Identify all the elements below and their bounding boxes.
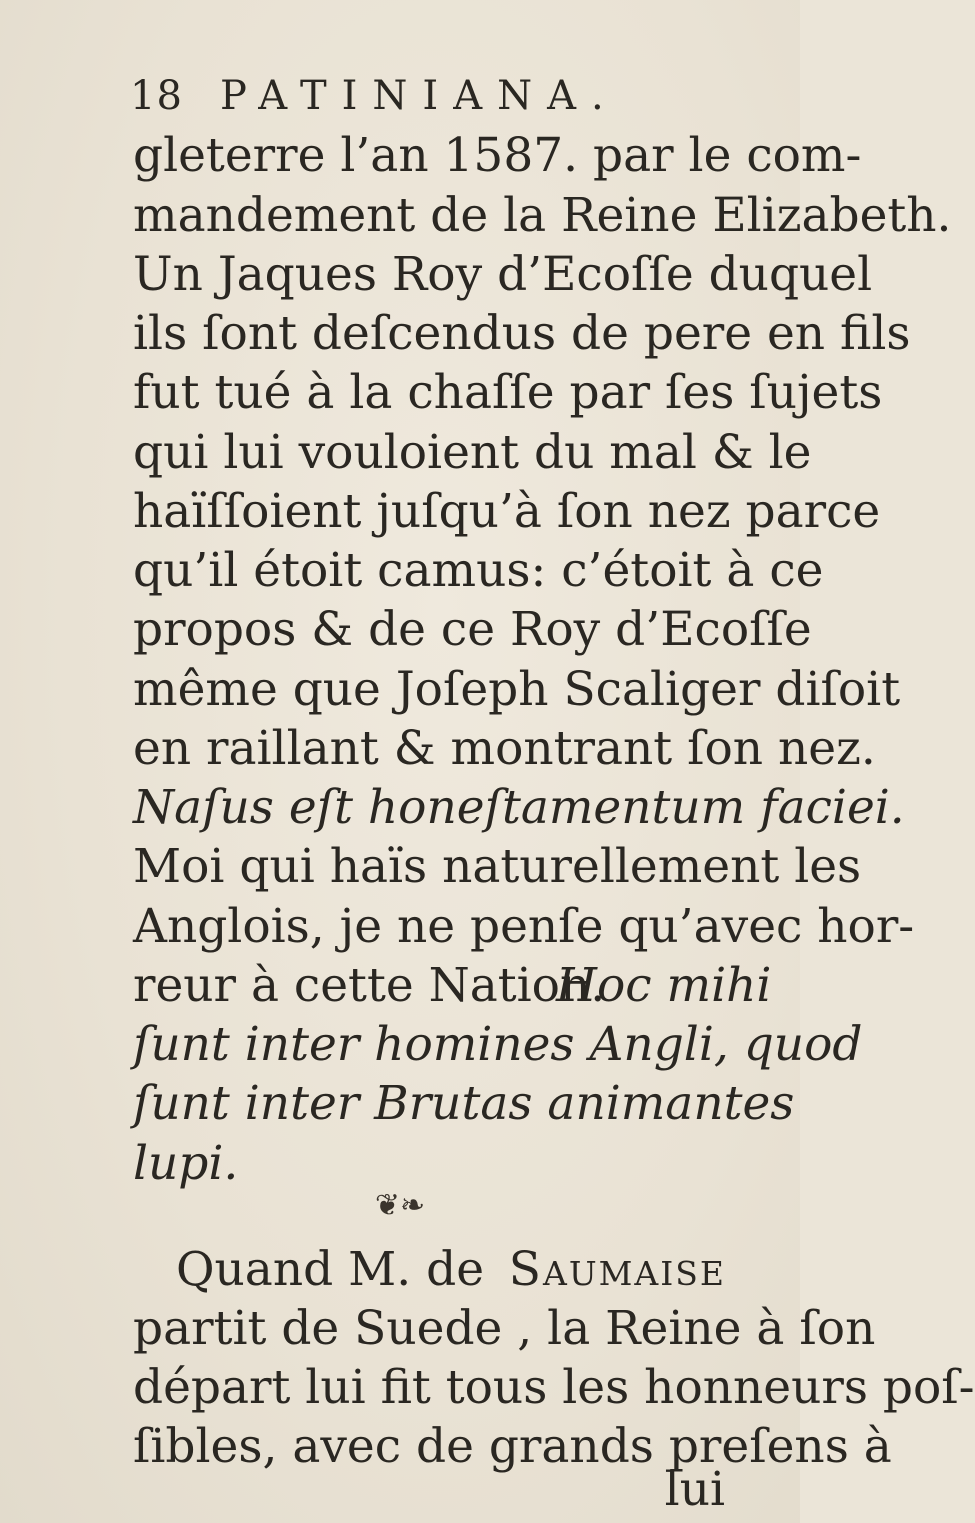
catchword: lui (664, 1462, 725, 1517)
text-line: Anglois, je ne penſe qu’avec hor- (133, 899, 915, 954)
latin-quote-line: lupi. (133, 1136, 239, 1191)
text-line: en raillant & montrant ſon nez. (133, 721, 876, 776)
text-line: mandement de la Reine Elizabeth. (133, 188, 952, 243)
text-line: même que Joſeph Scaliger diſoit (133, 662, 901, 717)
text-line: gleterre l’an 1587. par le com- (133, 128, 862, 183)
text-line: partit de Suede , la Reine à ſon (133, 1301, 876, 1356)
text-line: départ lui fit tous les honneurs poſ- (133, 1360, 975, 1415)
running-head: PATINIANA. (220, 73, 619, 119)
proper-name: Saumaise (508, 1242, 726, 1297)
page-header (130, 66, 690, 126)
latin-quote-line: ſunt inter Brutas animantes (133, 1076, 795, 1131)
paragraph-start: Quand M. de (176, 1242, 485, 1297)
latin-quote-line: ſunt inter homines Angli, quod (133, 1017, 863, 1072)
text-line: haïſſoient juſqu’à ſon nez parce (133, 484, 881, 539)
text-line: ils ſont deſcendus de pere en fils (133, 306, 911, 361)
text-line: reur à cette Nation. (133, 958, 606, 1013)
text-line: Un Jaques Roy d’Ecoſſe duquel (133, 247, 873, 302)
text-line: Moi qui haïs naturellement les (133, 839, 862, 894)
text-line: ſibles, avec de grands preſens à (133, 1419, 892, 1474)
text-line (176, 1240, 726, 1300)
text-line: propos & de ce Roy d’Ecoſſe (133, 602, 812, 657)
text-line: fut tué à la chaſſe par ſes ſujets (133, 365, 883, 420)
page-number: 18 (130, 73, 183, 119)
text-line: qui lui vouloient du mal & le (133, 425, 812, 480)
latin-quote-fragment: Hoc mihi (556, 958, 772, 1013)
ornament-icon: ❦❧ (374, 1188, 426, 1223)
text-line: qu’il étoit camus: c’étoit à ce (133, 543, 824, 598)
latin-quote-line: Naſus eſt honeſtamentum faciei. (133, 780, 905, 835)
